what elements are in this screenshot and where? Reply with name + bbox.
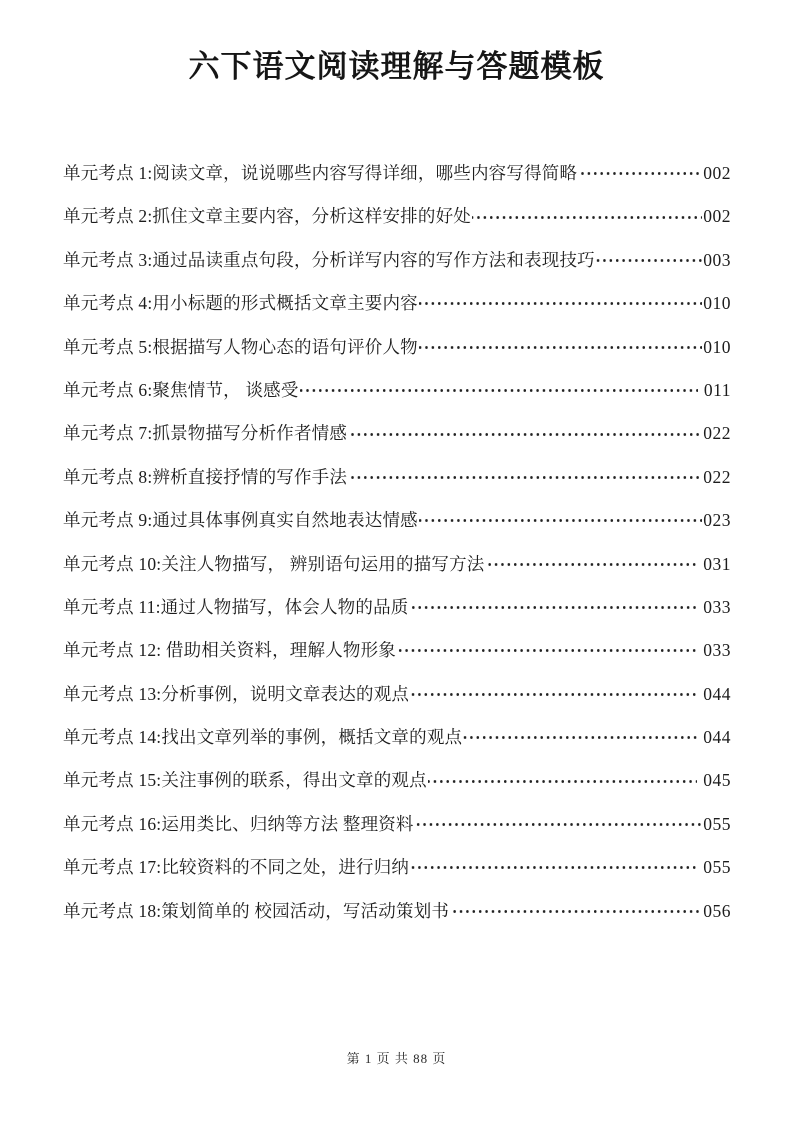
toc-entry-page: 023 (703, 510, 731, 531)
toc-leader-dots (410, 686, 697, 703)
toc-entry-label: 单元考点 8:辨析直接抒情的写作手法 (63, 466, 348, 487)
toc-leader-dots (348, 426, 702, 443)
toc-entry (63, 282, 731, 325)
toc-leader-dots (410, 599, 698, 616)
toc-entry (63, 759, 731, 802)
toc-entry (63, 369, 731, 412)
toc-entry-label: 单元考点 4:用小标题的形式概括文章主要内容 (63, 293, 418, 314)
toc-entry-page: 044 (698, 727, 731, 748)
toc-entry (63, 239, 731, 282)
toc-entry-label: 单元考点 9:通过具体事例真实自然地表达情感 (63, 510, 418, 531)
toc-entry (63, 543, 731, 586)
page-footer: 第 1 页 共 88 页 (346, 1051, 447, 1066)
toc-leader-dots (578, 165, 702, 182)
toc-entry-page: 010 (703, 293, 731, 314)
toc-entry-label: 单元考点 1:阅读文章，说说哪些内容写得详细，哪些内容写得简略 (63, 163, 578, 183)
toc-entry-label: 单元考点 7:抓景物描写分析作者情感 (63, 423, 348, 444)
toc-entry (63, 629, 731, 672)
toc-entry-label: 单元考点 12: 借助相关资料，理解人物形象 (63, 640, 397, 661)
toc-leader-dots (463, 729, 697, 746)
toc-leader-dots (450, 903, 702, 920)
toc-entry (63, 326, 731, 369)
toc-entry (63, 195, 731, 238)
toc-entry-page: 045 (698, 770, 731, 791)
toc-leader-dots (397, 642, 697, 659)
toc-entry (63, 890, 731, 933)
toc-leader-dots (486, 556, 698, 573)
toc-entry-page: 033 (698, 596, 731, 617)
toc-entry-label: 单元考点 15:关注事例的联系，得出文章的观点 (63, 770, 427, 791)
toc-entry-page: 022 (703, 423, 731, 444)
toc-entry-label: 单元考点 2:抓住文章主要内容，分析这样安排的好处 (63, 206, 471, 227)
toc-leader-dots (596, 252, 702, 269)
toc-leader-dots (300, 382, 698, 399)
toc-entry (63, 152, 731, 195)
toc-entry-label: 单元考点 14:找出文章列举的事例，概括文章的观点 (63, 727, 463, 748)
toc-entry-label: 单元考点 16:运用类比、归纳等方法 整理资料 (63, 813, 414, 834)
toc-entry-page: 003 (703, 249, 731, 270)
toc-entry-page: 002 (703, 206, 731, 227)
toc-entry-label: 单元考点 18:策划简单的 校园活动，写活动策划书 (63, 900, 450, 921)
toc-entry (63, 499, 731, 542)
toc-list (63, 152, 731, 933)
toc-entry (63, 846, 731, 889)
toc-entry-label: 单元考点 13:分析事例，说明文章表达的观点 (63, 683, 410, 704)
toc-entry-page: 044 (698, 683, 731, 704)
toc-entry-label: 单元考点 17:比较资料的不同之处，进行归纳 (63, 857, 410, 878)
toc-entry-page: 010 (703, 336, 731, 357)
toc-entry-page: 033 (698, 640, 731, 661)
toc-entry-page: 011 (699, 379, 731, 400)
toc-entry-page: 031 (698, 553, 731, 574)
toc-entry (63, 412, 731, 455)
toc-leader-dots (415, 816, 703, 833)
toc-leader-dots (419, 512, 702, 529)
toc-leader-dots (410, 859, 697, 876)
toc-leader-dots (472, 209, 702, 226)
toc-entry-label: 单元考点 5:根据描写人物心态的语句评价人物 (63, 336, 418, 357)
toc-entry-label: 单元考点 3:通过品读重点句段，分析详写内容的写作方法和表现技巧 (63, 249, 595, 270)
toc-entry (63, 456, 731, 499)
toc-entry (63, 803, 731, 846)
toc-entry-label: 单元考点 6:聚焦情节， 谈感受 (63, 379, 299, 400)
toc-leader-dots (348, 469, 702, 486)
toc-entry-page: 022 (703, 466, 731, 487)
toc-leader-dots (428, 773, 698, 790)
toc-entry (63, 673, 731, 716)
toc-entry (63, 586, 731, 629)
toc-entry-page: 055 (703, 813, 731, 834)
toc-entry-page: 055 (698, 857, 731, 878)
toc-leader-dots (419, 295, 702, 312)
toc-entry-label: 单元考点 10:关注人物描写， 辨别语句运用的描写方法 (63, 553, 485, 574)
toc-entry (63, 716, 731, 759)
toc-entry-label: 单元考点 11:通过人物描写，体会人物的品质 (63, 596, 409, 617)
toc-leader-dots (419, 339, 702, 356)
page-title: 六下语文阅读理解与答题模板 (188, 49, 605, 84)
toc-entry-page: 002 (703, 163, 731, 183)
toc-entry-page: 056 (703, 900, 731, 921)
